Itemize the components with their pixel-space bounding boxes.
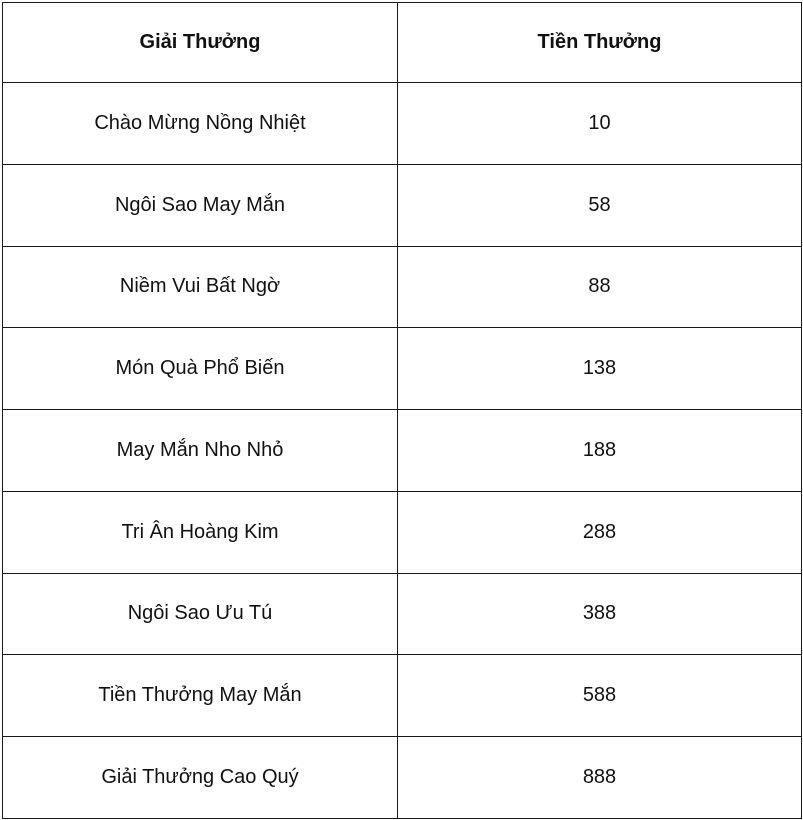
prize-name-cell: Chào Mừng Nồng Nhiệt — [3, 83, 398, 165]
table-row — [3, 83, 802, 165]
prize-amount-cell: 10 — [398, 83, 802, 165]
prize-name-cell: Ngôi Sao May Mắn — [3, 164, 398, 246]
header-amount: Tiền Thưởng — [398, 3, 802, 83]
prize-name-cell: May Mắn Nho Nhỏ — [3, 410, 398, 492]
prize-amount-cell: 588 — [398, 655, 802, 737]
prize-amount-cell: 88 — [398, 246, 802, 328]
prize-name-cell: Tri Ân Hoàng Kim — [3, 491, 398, 573]
table-body — [3, 83, 802, 819]
prize-table — [2, 2, 802, 819]
table-row — [3, 246, 802, 328]
header-row — [3, 3, 802, 83]
prize-name-cell: Món Quà Phổ Biến — [3, 328, 398, 410]
prize-name-cell: Tiền Thưởng May Mắn — [3, 655, 398, 737]
prize-name-cell: Ngôi Sao Ưu Tú — [3, 573, 398, 655]
prize-amount-cell: 188 — [398, 410, 802, 492]
prize-name-cell: Giải Thưởng Cao Quý — [3, 737, 398, 819]
table-row — [3, 491, 802, 573]
table-row — [3, 164, 802, 246]
table-row — [3, 573, 802, 655]
prize-amount-cell: 138 — [398, 328, 802, 410]
table-row — [3, 737, 802, 819]
prize-amount-cell: 388 — [398, 573, 802, 655]
table-row — [3, 328, 802, 410]
prize-amount-cell: 288 — [398, 491, 802, 573]
table-row — [3, 655, 802, 737]
prize-name-cell: Niềm Vui Bất Ngờ — [3, 246, 398, 328]
header-prize: Giải Thưởng — [3, 3, 398, 83]
table-row — [3, 410, 802, 492]
prize-amount-cell: 888 — [398, 737, 802, 819]
table-header — [3, 3, 802, 83]
prize-amount-cell: 58 — [398, 164, 802, 246]
